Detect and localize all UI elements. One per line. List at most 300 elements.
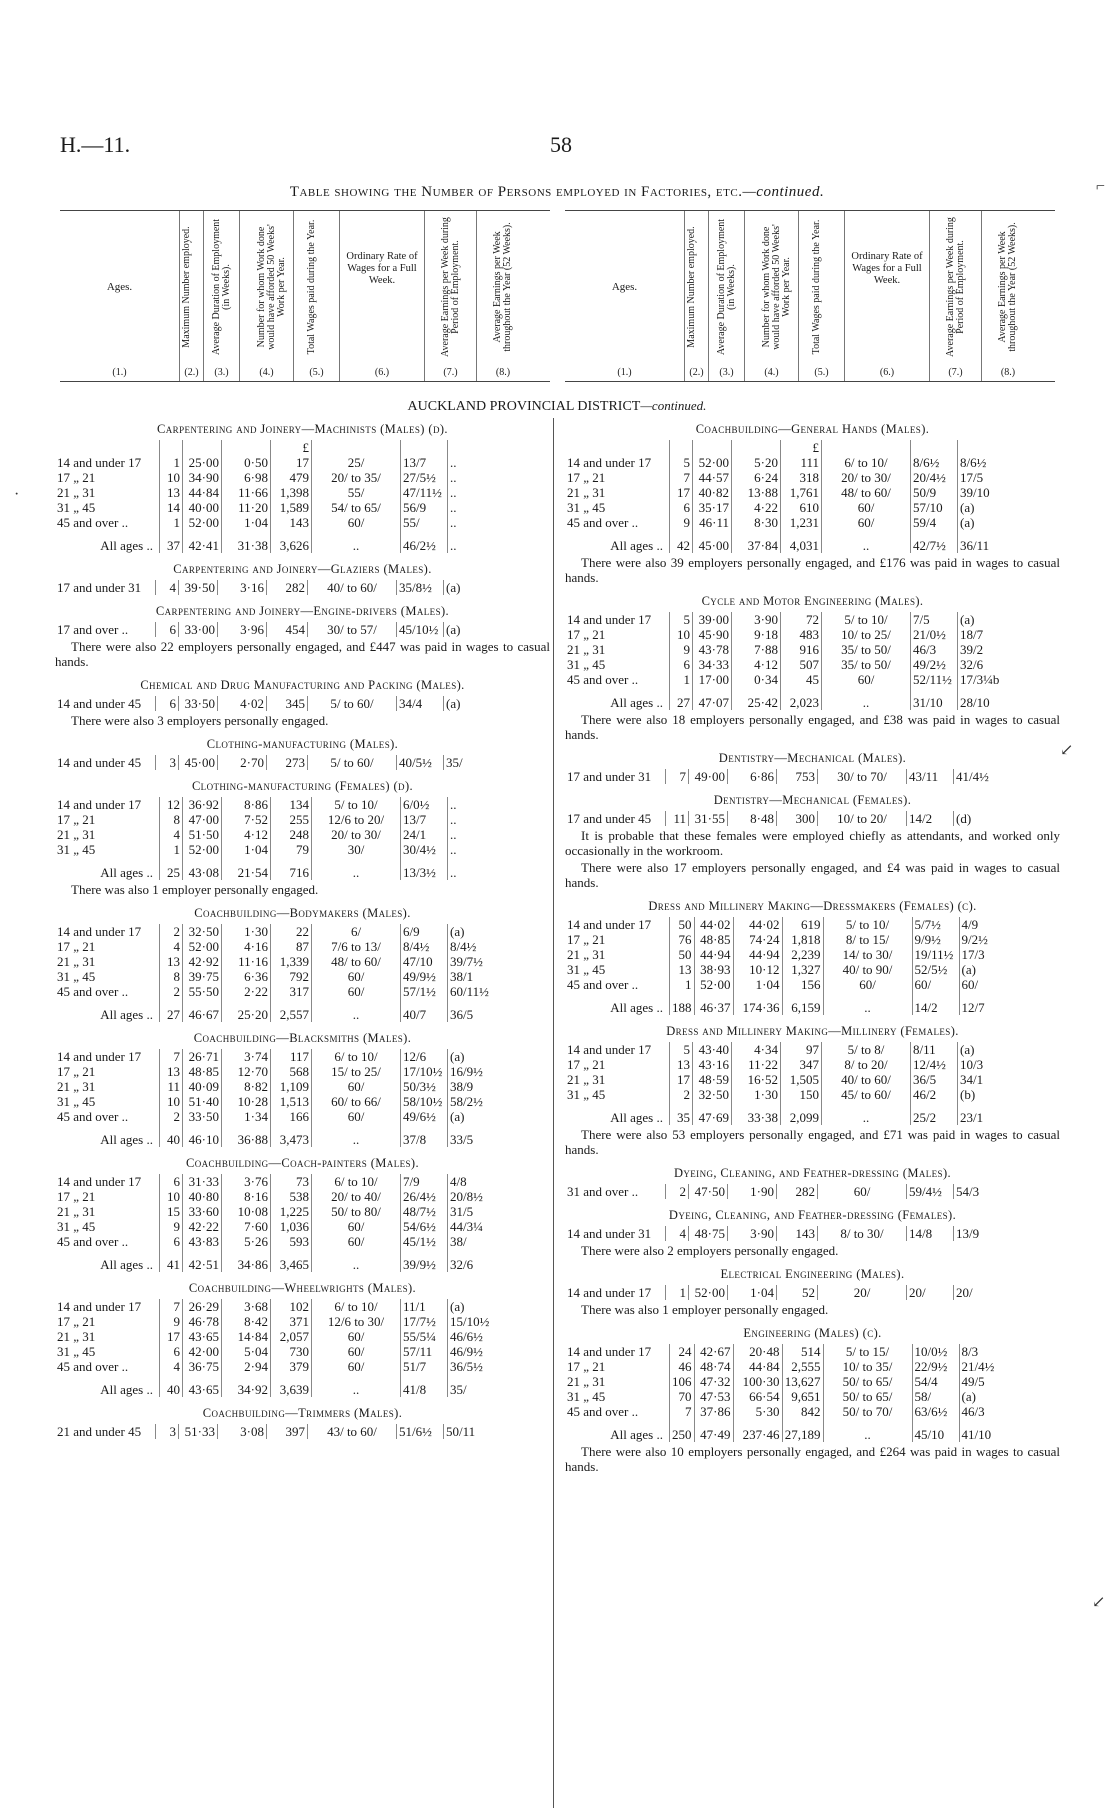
table-cell: 20/ to 30/ — [312, 827, 401, 842]
section — [55, 1156, 550, 1272]
table-cell: 60/ — [822, 515, 911, 530]
table-cell: 397 — [267, 1424, 308, 1439]
table-cell: 916 — [781, 642, 822, 657]
header-index-1: (1.) — [112, 367, 127, 378]
table-cell: 17 and under 45 — [565, 811, 666, 826]
table-cell: 36·75 — [183, 1359, 222, 1374]
header-col-4 — [240, 211, 294, 381]
table-cell: .. — [312, 857, 401, 880]
table-cell: 55/ — [312, 485, 401, 500]
table-cell: 14 — [160, 500, 183, 515]
table-cell: 60/ — [312, 1219, 401, 1234]
table-cell: .. — [450, 865, 457, 880]
table-row — [55, 1109, 492, 1124]
table-cell: 12/6 to 30/ — [312, 1314, 401, 1329]
table-cell: 35 — [670, 1102, 693, 1125]
table-cell: 17/7½ — [401, 1314, 448, 1329]
table-cell: 318 — [781, 470, 822, 485]
margin-arrow-icon: ↙ — [1060, 742, 1074, 759]
table-cell: 4/8 — [450, 1174, 467, 1189]
table-cell: 0·34 — [732, 672, 781, 687]
table-row — [55, 1049, 492, 1064]
table-cell: 2 — [160, 1109, 183, 1124]
table-cell: 30/ to 70/ — [818, 769, 907, 784]
table-row — [565, 962, 1004, 977]
table-cell: 8·16 — [222, 1189, 271, 1204]
table-cell: All ages .. — [55, 1124, 160, 1147]
table-cell: 45 and over .. — [55, 1109, 160, 1124]
table-cell: 46/6½ — [450, 1329, 483, 1344]
table-cell: 454 — [267, 622, 308, 637]
table-cell: 10·12 — [733, 962, 782, 977]
table-row — [55, 954, 492, 969]
section-heading: Coachbuilding—Bodymakers (Males). — [194, 906, 411, 920]
table-cell: 13 — [670, 1057, 693, 1072]
table-cell: 45 and over .. — [565, 672, 670, 687]
table-cell: 45/10 — [912, 1419, 959, 1442]
margin-dot-icon: · — [14, 486, 20, 503]
table-row — [565, 672, 1002, 687]
table-cell: All ages .. — [55, 857, 160, 880]
table-cell: 9/9½ — [912, 932, 959, 947]
table-cell: 2,557 — [271, 999, 312, 1022]
table-cell: 143 — [271, 515, 312, 530]
table-cell: .. — [312, 530, 401, 553]
table-cell: 10·28 — [222, 1094, 271, 1109]
table-cell: 44·02 — [733, 917, 782, 932]
table-row — [565, 1285, 998, 1300]
table-cell: .. — [450, 500, 457, 515]
header-label-8: Average Earnings per Week throughout the Year (52 Weeks). — [997, 222, 1018, 352]
table-cell: 44·84 — [733, 1359, 782, 1374]
table-cell: 39·75 — [183, 969, 222, 984]
table-cell: 52/5½ — [912, 962, 959, 977]
table-cell: 55/ — [401, 515, 448, 530]
table-row — [565, 657, 1002, 672]
section — [55, 737, 550, 770]
table-cell: 507 — [781, 657, 822, 672]
header-col-5 — [294, 211, 340, 381]
table-cell: 13 — [160, 954, 183, 969]
table-cell: 6·36 — [222, 969, 271, 984]
table-cell: 31 „ 45 — [55, 1344, 160, 1359]
table-cell: 33·50 — [179, 696, 218, 711]
table-cell — [222, 440, 271, 455]
table-cell: 1,589 — [271, 500, 312, 515]
table-cell: 716 — [271, 857, 312, 880]
table-cell: 35/ — [446, 755, 463, 770]
header-col-8 — [477, 211, 529, 381]
table-cell: 40/ to 60/ — [308, 580, 397, 595]
table-cell: 41/10 — [961, 1427, 992, 1442]
table-cell: .. — [450, 515, 457, 530]
table-cell: 42·92 — [183, 954, 222, 969]
table-row — [565, 1404, 1004, 1419]
table-cell: 17 „ 21 — [55, 1189, 160, 1204]
table-cell: 3·90 — [728, 1226, 777, 1241]
table-cell: 52·00 — [694, 977, 733, 992]
table-cell: 479 — [271, 470, 312, 485]
table-cell: 40/ to 60/ — [822, 1072, 911, 1087]
table-cell: 37 — [160, 530, 183, 553]
table-cell: 100·30 — [733, 1374, 782, 1389]
table-cell: 31·38 — [222, 530, 271, 553]
table-cell: 17 „ 21 — [55, 1314, 160, 1329]
table-cell: .. — [822, 687, 911, 710]
table-row — [55, 1299, 492, 1314]
table-cell: £ — [271, 440, 312, 455]
table-cell: 11·20 — [222, 500, 271, 515]
table-cell: 45/10½ — [397, 622, 444, 637]
table-cell: 47·07 — [693, 687, 732, 710]
table-cell: .. — [450, 485, 457, 500]
table-cell: 47·50 — [689, 1184, 728, 1199]
table-cell: 8·30 — [732, 515, 781, 530]
table-cell: 76 — [670, 932, 695, 947]
table-cell — [401, 440, 448, 455]
table-cell: 379 — [271, 1359, 312, 1374]
table-cell: 248 — [271, 827, 312, 842]
table-cell: 44·02 — [694, 917, 733, 932]
table-cell: 35·17 — [693, 500, 732, 515]
data-table — [565, 917, 1004, 1015]
table-cell: 16/9½ — [450, 1064, 483, 1079]
table-cell: 3,473 — [271, 1124, 312, 1147]
table-row — [565, 1102, 1002, 1125]
table-cell: 60/ — [312, 1234, 401, 1249]
table-cell: 46/3 — [911, 642, 958, 657]
table-cell: 42·22 — [183, 1219, 222, 1234]
table-cell: 50 — [670, 917, 695, 932]
table-row — [565, 485, 1002, 500]
table-cell: 47/11½ — [401, 485, 448, 500]
table-cell: 20/ — [907, 1285, 954, 1300]
table-cell: 6·86 — [728, 769, 777, 784]
table-row — [565, 1344, 1004, 1359]
table-cell: 2 — [160, 924, 183, 939]
table-row — [565, 1226, 998, 1241]
table-cell: 21 „ 31 — [565, 1072, 670, 1087]
section — [565, 1024, 1060, 1157]
section — [565, 1326, 1060, 1474]
table-cell: 57/10 — [911, 500, 958, 515]
table-cell: 50/ to 65/ — [823, 1374, 912, 1389]
table-cell: 14 and under 17 — [55, 924, 160, 939]
table-row — [55, 755, 488, 770]
table-cell: 31·55 — [689, 811, 728, 826]
section — [55, 1281, 550, 1397]
header-index-7: (7.) — [443, 367, 458, 378]
left-column — [55, 418, 550, 1448]
table-cell: 42/7½ — [911, 530, 958, 553]
table-cell: 36/5 — [911, 1072, 958, 1087]
table-cell — [312, 440, 401, 455]
table-cell: 17·00 — [693, 672, 732, 687]
table-row — [55, 1424, 488, 1439]
table-cell: 31/5 — [450, 1204, 474, 1219]
data-table — [55, 1299, 492, 1397]
table-cell: All ages .. — [565, 992, 670, 1015]
section-heading: Dress and Millinery Making—Dressmakers (Females) (c). — [648, 899, 977, 913]
data-table — [565, 612, 1002, 710]
table-cell: 52·00 — [183, 842, 222, 857]
table-cell: 35/8½ — [397, 580, 444, 595]
section — [55, 906, 550, 1022]
margin-tick-icon: ↙ — [1092, 1594, 1106, 1611]
table-cell: 51·40 — [183, 1094, 222, 1109]
table-cell: 792 — [271, 969, 312, 984]
table-cell: 3 — [156, 755, 179, 770]
header-index-4: (4.) — [259, 367, 274, 378]
table-cell: 1·04 — [222, 515, 271, 530]
section — [565, 1267, 1060, 1317]
table-cell: 47·53 — [694, 1389, 733, 1404]
table-row — [565, 1359, 1004, 1374]
table-cell: 3,639 — [271, 1374, 312, 1397]
table-cell: 21/4½ — [961, 1359, 995, 1374]
table-cell: 42·00 — [183, 1344, 222, 1359]
table-cell: 9 — [670, 642, 693, 657]
table-cell: 42·67 — [694, 1344, 733, 1359]
table-row — [55, 999, 492, 1022]
table-row — [565, 992, 1004, 1015]
table-cell: 21/0½ — [911, 627, 958, 642]
table-cell: 38/1 — [450, 969, 474, 984]
table-title-continued: —continued. — [742, 184, 825, 200]
section-heading: Carpentering and Joinery—Engine-drivers (Males). — [155, 604, 450, 618]
section — [55, 422, 550, 553]
table-cell: 47·69 — [693, 1102, 732, 1125]
table-cell: 36·92 — [183, 797, 222, 812]
table-cell: 10/ to 20/ — [818, 811, 907, 826]
table-row — [55, 857, 492, 880]
table-cell: 21 „ 31 — [55, 1079, 160, 1094]
section-note: There were also 53 employers personally engaged, and £71 was paid in wages to casual hands. — [565, 1127, 1060, 1157]
table-cell — [732, 440, 781, 455]
table-cell: 43·40 — [693, 1042, 732, 1057]
table-cell: 14/8 — [907, 1226, 954, 1241]
table-row — [55, 470, 492, 485]
section — [55, 678, 550, 728]
table-row — [55, 580, 488, 595]
table-cell: 371 — [271, 1314, 312, 1329]
table-cell: 22/9½ — [912, 1359, 959, 1374]
table-cell: 12·70 — [222, 1064, 271, 1079]
table-row — [55, 1064, 492, 1079]
table-cell: 45 — [781, 672, 822, 687]
table-cell: 16·52 — [732, 1072, 781, 1087]
section-note: There were also 39 employers personally engaged, and £176 was paid in wages to casual hands. — [565, 555, 1060, 585]
table-cell: 54/3 — [956, 1184, 980, 1199]
district-heading — [0, 398, 1114, 415]
table-cell: 46/9½ — [450, 1344, 483, 1359]
table-cell: 49·00 — [689, 769, 728, 784]
data-table — [565, 440, 1002, 553]
table-row — [565, 1184, 998, 1199]
table-cell: 40·82 — [693, 485, 732, 500]
table-cell: 9 — [160, 1219, 183, 1234]
table-cell: 1,109 — [271, 1079, 312, 1094]
table-cell: 14/ to 30/ — [823, 947, 912, 962]
table-cell: .. — [450, 538, 457, 553]
table-cell: 730 — [271, 1344, 312, 1359]
table-cell: 27/5½ — [401, 470, 448, 485]
header-label-7: Average Earnings per Week during Period of Employment. — [439, 217, 461, 357]
table-cell: 14/2 — [907, 811, 954, 826]
data-table — [55, 1424, 488, 1439]
table-cell: 14 and under 45 — [55, 755, 156, 770]
table-cell: 45/1½ — [401, 1234, 448, 1249]
table-cell: 106 — [670, 1374, 695, 1389]
table-cell: 11·22 — [732, 1057, 781, 1072]
table-cell: 1 — [670, 977, 695, 992]
section — [565, 793, 1060, 890]
table-cell: 45·00 — [179, 755, 218, 770]
table-cell: 1 — [160, 515, 183, 530]
table-cell: 46·10 — [183, 1124, 222, 1147]
table-cell: 14·84 — [222, 1329, 271, 1344]
table-cell: 45·90 — [693, 627, 732, 642]
table-cell: 8 — [160, 969, 183, 984]
table-cell: 13 — [670, 962, 695, 977]
data-table — [55, 1174, 492, 1272]
table-cell: 255 — [271, 812, 312, 827]
table-cell: 37/8 — [401, 1124, 448, 1147]
table-row — [55, 1094, 492, 1109]
table-cell: 10 — [160, 470, 183, 485]
table-cell: 49/6½ — [401, 1109, 448, 1124]
section — [565, 899, 1060, 1015]
margin-mark-icon: ⌐ — [1096, 178, 1106, 195]
table-cell: 17 „ 21 — [55, 939, 160, 954]
header-col-1 — [565, 211, 685, 381]
table-cell: 20/ — [818, 1285, 907, 1300]
table-cell: 59/4½ — [907, 1184, 954, 1199]
table-cell: 3·76 — [222, 1174, 271, 1189]
table-row — [55, 827, 492, 842]
table-cell: 40 — [160, 1374, 183, 1397]
table-cell: 5·04 — [222, 1344, 271, 1359]
table-cell: 54/6½ — [401, 1219, 448, 1234]
table-row — [565, 947, 1004, 962]
table-cell: 14 and under 45 — [55, 696, 156, 711]
table-cell: 4 — [666, 1226, 689, 1241]
table-cell: 14 and under 17 — [565, 612, 670, 627]
table-row — [565, 1374, 1004, 1389]
table-cell: 17 „ 21 — [565, 627, 670, 642]
table-cell: 46/2½ — [401, 530, 448, 553]
table-cell: 46/3 — [961, 1404, 985, 1419]
table-cell: .. — [312, 1249, 401, 1272]
table-cell: 47·00 — [183, 812, 222, 827]
table-row — [55, 1174, 492, 1189]
section-heading: Carpentering and Joinery—Glaziers (Males). — [173, 562, 432, 576]
table-cell: 14 and under 17 — [55, 1299, 160, 1314]
table-cell: 14 and under 31 — [565, 1226, 666, 1241]
table-cell: 26·71 — [183, 1049, 222, 1064]
table-cell: .. — [450, 797, 457, 812]
table-cell: 2 — [666, 1184, 689, 1199]
table-cell: 39/2 — [960, 642, 984, 657]
table-cell: 21 „ 31 — [55, 1204, 160, 1219]
table-cell: (a) — [961, 1389, 976, 1404]
table-cell: 17 „ 21 — [565, 932, 670, 947]
table-cell: 17 and under 31 — [55, 580, 156, 595]
header-index-8: (8.) — [1000, 367, 1016, 378]
table-cell: 593 — [271, 1234, 312, 1249]
table-cell: 46/2 — [911, 1087, 958, 1102]
table-cell: 1 — [670, 672, 693, 687]
table-cell: (d) — [956, 811, 972, 826]
data-table — [55, 622, 488, 637]
table-row — [55, 515, 492, 530]
table-cell: 58/ — [912, 1389, 959, 1404]
table-cell: 32/6 — [450, 1257, 474, 1272]
data-table — [565, 811, 998, 826]
table-row — [565, 1389, 1004, 1404]
table-cell: 17 — [271, 455, 312, 470]
section-heading: Cycle and Motor Engineering (Males). — [701, 594, 924, 608]
table-cell: 59/4 — [911, 515, 958, 530]
table-cell: 55·50 — [183, 984, 222, 999]
table-cell: 538 — [271, 1189, 312, 1204]
table-cell: 1 — [160, 842, 183, 857]
section-heading: Electrical Engineering (Males). — [720, 1267, 905, 1281]
table-cell: 17 and under 31 — [565, 769, 666, 784]
table-cell: 5/ to 8/ — [822, 1042, 911, 1057]
table-cell: 2 — [670, 1087, 693, 1102]
table-cell: 21·54 — [222, 857, 271, 880]
report-code: H.—11. — [60, 132, 131, 157]
section — [55, 779, 550, 897]
table-cell: 35/ — [450, 1382, 467, 1397]
table-cell: 60/ — [312, 515, 401, 530]
table-cell: 21 „ 31 — [565, 947, 670, 962]
table-row — [565, 977, 1004, 992]
table-cell: (a) — [450, 1109, 465, 1124]
table-cell: 40 — [160, 1124, 183, 1147]
section-heading: Chemical and Drug Manufacturing and Packing (Males). — [140, 678, 465, 692]
table-cell: 282 — [777, 1184, 818, 1199]
table-row — [55, 1234, 492, 1249]
table-row — [55, 530, 492, 553]
table-cell: 40/5½ — [397, 755, 444, 770]
table-cell: 6 — [156, 622, 179, 637]
table-cell: 60/ — [312, 1344, 401, 1359]
header-col-7 — [425, 211, 477, 381]
table-cell: 7 — [160, 1049, 183, 1064]
table-cell: 30/4½ — [401, 842, 448, 857]
table-cell: 8/ to 15/ — [823, 932, 912, 947]
header-col-4 — [745, 211, 799, 381]
table-cell: 30/ — [312, 842, 401, 857]
table-cell: 3,465 — [271, 1249, 312, 1272]
header-index-5: (5.) — [814, 367, 829, 378]
table-cell: 2,023 — [781, 687, 822, 710]
section-note: There were also 3 employers personally engaged. — [71, 713, 329, 728]
table-cell: .. — [822, 1102, 911, 1125]
table-cell: 40·00 — [183, 500, 222, 515]
section-note: There were also 10 employers personally engaged, and £264 was paid in wages to casual hands. — [565, 1444, 1060, 1474]
table-row — [55, 939, 492, 954]
table-row — [55, 500, 492, 515]
table-row — [565, 470, 1002, 485]
table-cell: 3·08 — [218, 1424, 267, 1439]
table-cell: 57/1½ — [401, 984, 448, 999]
table-cell: 13,627 — [782, 1374, 823, 1389]
table-cell: 35/ to 50/ — [822, 657, 911, 672]
table-cell: 4 — [160, 827, 183, 842]
